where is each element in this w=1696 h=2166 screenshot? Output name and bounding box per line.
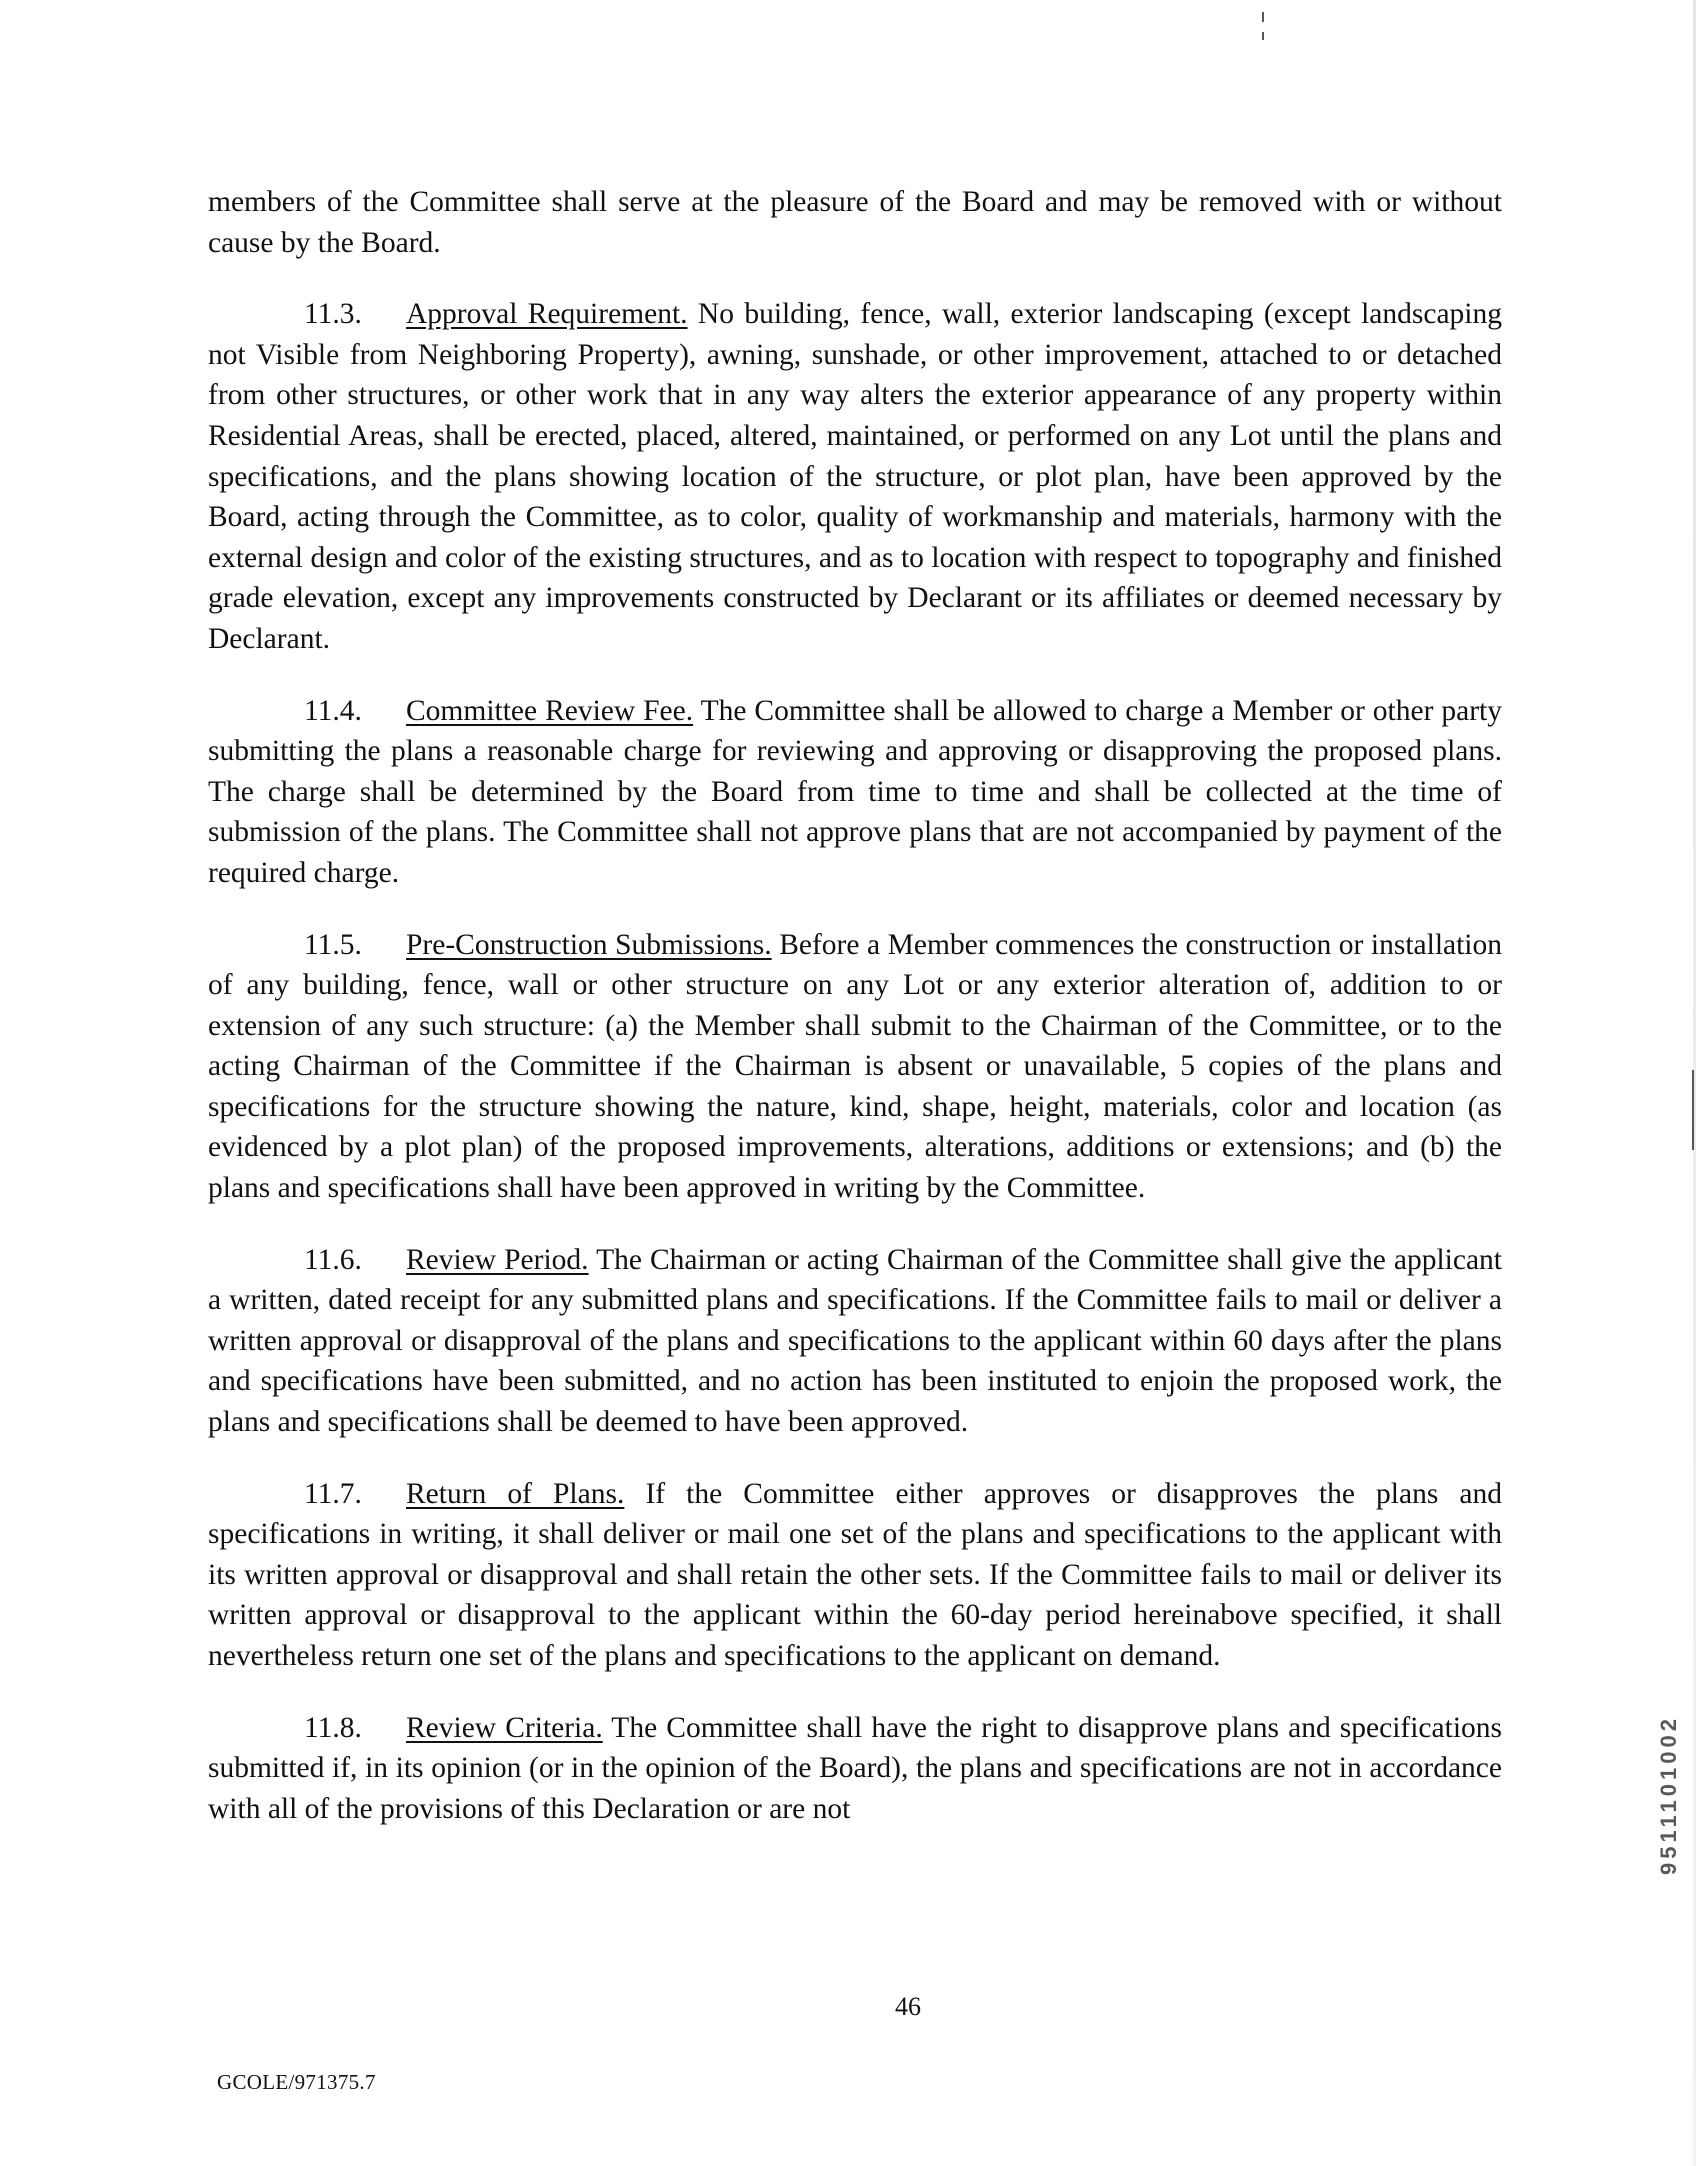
margin-stamp-text: 9511101002 bbox=[1656, 1715, 1681, 1875]
section-number: 11.8. bbox=[304, 1711, 362, 1744]
section-title: Committee Review Fee. bbox=[406, 694, 694, 727]
section-text: Before a Member commences the construction or installation of any building, fence, wall or other structure on any Lot or any exterior alteration of, addition to or extension of any such structure: (a) the Member shall submit to the Chairman of the Committee, or to the acting Chairman of the Committee if the Chairman is absent or unavailable, 5 copies of the plans and specifications for the structure showing the nature, kind, shape, height, materials, color and location (as evidenced by a plot plan) of the proposed improvements, alterations, additions or extensions; and (b) the plans and specifications shall have been approved in writing by the Committee. bbox=[208, 928, 1503, 1205]
margin-stamp bbox=[1652, 1575, 1681, 1875]
document-body bbox=[208, 182, 1502, 1860]
section-title: Approval Requirement. bbox=[406, 298, 688, 331]
section-title: Pre-Construction Submissions. bbox=[406, 928, 772, 961]
paragraph-text: members of the Committee shall serve at the pleasure of the Board and may be removed with or without cause by the Board. bbox=[208, 186, 1502, 259]
scan-artifact-mark bbox=[1692, 1070, 1694, 1150]
scan-artifact-mark bbox=[1262, 32, 1264, 40]
document-id: GCOLE/971375.7 bbox=[217, 2070, 376, 2094]
section-11-7 bbox=[208, 1474, 1502, 1677]
section-text: The Committee shall have the right to disapprove plans and specifications submitted if, in its opinion (or in the opinion of the Board), the plans and specifications are not in accordance with all of the provisions of this Declaration or are not bbox=[208, 1711, 1502, 1825]
section-text: The Chairman or acting Chairman of the Committee shall give the applicant a written, dated receipt for any submitted plans and specifications. If the Committee fails to mail or deliver a written approval or disapproval of the plans and specifications to the applicant within 60 days after the plans and specifications have been submitted, and no action has been instituted to enjoin the proposed work, the plans and specifications shall be deemed to have been approved. bbox=[208, 1243, 1503, 1439]
section-text: If the Committee either approves or disapproves the plans and specifications in writing, it shall deliver or mail one set of the plans and specifications to the applicant with its written approval or disapproval and shall retain the other sets. If the Committee fails to mail or deliver its written approval or disapproval to the applicant within the 60-day period hereinabove specified, it shall nevertheless return one set of the plans and specifications to the applicant on demand. bbox=[208, 1477, 1503, 1672]
section-number: 11.7. bbox=[304, 1477, 362, 1510]
section-title: Return of Plans. bbox=[406, 1477, 625, 1510]
section-number: 11.5. bbox=[304, 928, 362, 961]
section-title: Review Period. bbox=[406, 1243, 589, 1276]
section-11-8 bbox=[208, 1708, 1502, 1830]
section-11-3 bbox=[208, 294, 1502, 659]
section-11-6 bbox=[208, 1240, 1502, 1443]
section-11-4 bbox=[208, 691, 1502, 894]
scan-artifact-mark bbox=[1262, 12, 1264, 22]
section-11-5 bbox=[208, 925, 1502, 1209]
section-title: Review Criteria. bbox=[406, 1711, 603, 1744]
paragraph-continuation bbox=[208, 182, 1502, 263]
page-number: 46 bbox=[895, 1992, 921, 2021]
section-text: The Committee shall be allowed to charge a Member or other party submitting the plans a reasonable charge for reviewing and approving or disapproving the proposed plans. The charge shall be determined by the Board from time to time and shall be collected at the time of submission of the plans. The Committee shall not approve plans that are not accompanied by payment of the required charge. bbox=[208, 694, 1503, 889]
section-number: 11.4. bbox=[304, 694, 362, 727]
section-number: 11.3. bbox=[304, 298, 362, 331]
section-number: 11.6. bbox=[304, 1243, 362, 1276]
section-text: No building, fence, wall, exterior landscaping (except landscaping not Visible from Neighboring Property), awning, sunshade, or other improvement, attached to or detached from other structures, or other work that in any way alters the exterior appearance of any property within Residential Areas, shall be erected, placed, altered, maintained, or performed on any Lot until the plans and specifications, and the plans showing location of the structure, or plot plan, have been approved by the Board, acting through the Committee, as to color, quality of workmanship and materials, harmony with the external design and color of the existing structures, and as to location with respect to topography and finished grade elevation, except any improvements constructed by Declarant or its affiliates or deemed necessary by Declarant. bbox=[208, 298, 1502, 655]
